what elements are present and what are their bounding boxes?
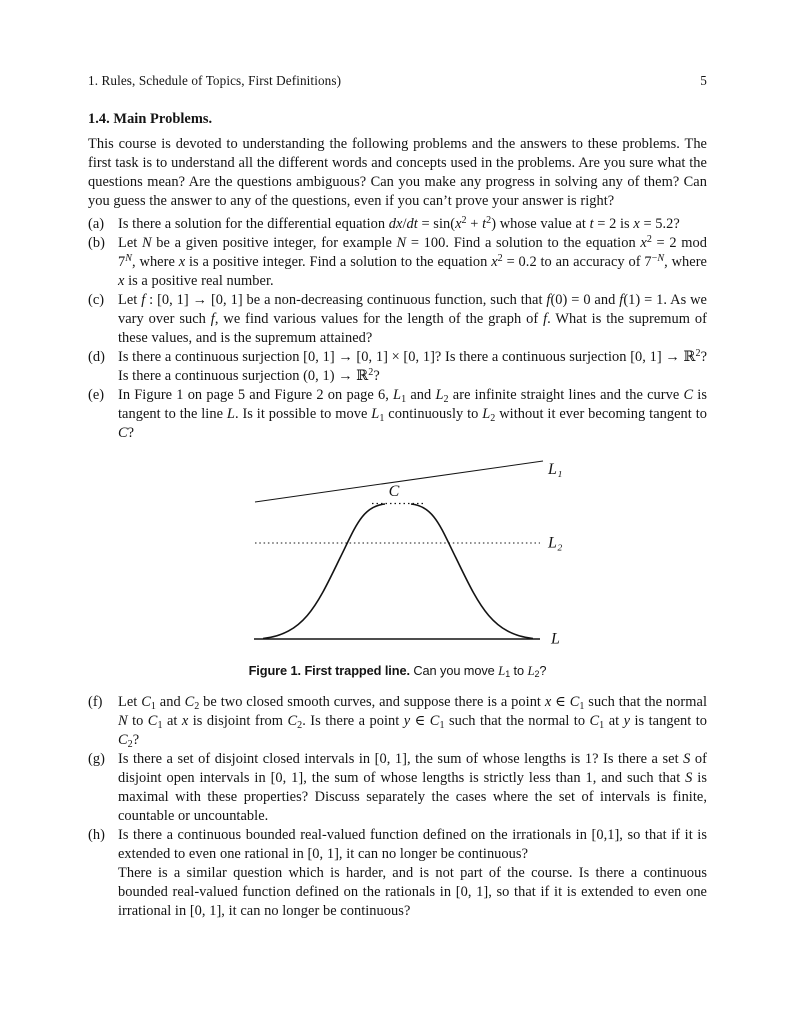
running-header	[88, 73, 707, 89]
item-paragraph-2: There is a similar question which is harder, and is not part of the course. Is there a continuous bounded real-valued function defined on the rationals in [0, 1], so that if it is extended to even one irrational in [0, 1], it can no longer be continuous?	[118, 865, 707, 919]
section-heading: 1.4. Main Problems.	[88, 111, 213, 127]
problem-item-d	[88, 348, 707, 386]
problem-item-a	[88, 215, 707, 234]
item-label: (d)	[88, 349, 105, 365]
problem-list-continued	[88, 693, 707, 921]
problem-item-b	[88, 234, 707, 291]
problem-item-h	[88, 826, 707, 921]
item-text: Is there a solution for the differential equation $dx/dt = \sin(x^2 + t^2)$ whose value at t = 2 is x = 5.2?	[118, 215, 680, 232]
item-text: Let $C_1$ and $C_2$ be two closed smooth curves, and suppose there is a point x ∈ $C_1$ such that the normal N to $C_1$ at x is disjoint from $C_2$. Is there a point y ∈ $C_1$ such that the normal to $C_1$ at y is tangent to $C_2$?	[118, 694, 708, 750]
page-number: 5	[700, 73, 707, 88]
curve-C	[263, 504, 533, 639]
item-text: Let f : [0, 1] → [0, 1] be a non-decreasing continuous function, such that f(0) = 0 and f(1) = 1. As we vary over such f, we find various values for the length of the graph of f. What is the supremum of these values, and is the supremum attained?	[118, 292, 708, 346]
item-text: In Figure 1 on page 5 and Figure 2 on page 6, $L_1$ and $L_2$ are infinite straight lines and the curve C is tangent to the line L. Is it possible to move $L_1$ continuously to $L_2$ without it ever becoming tangent to C?	[118, 387, 707, 441]
item-paragraph-1: Is there a continuous bounded real-valued function defined on the irrationals in [0,1], so that if it is extended to even one rational in [0, 1], it can no longer be continuous?	[118, 827, 707, 862]
figure-1	[88, 451, 707, 653]
item-label: (e)	[88, 387, 105, 403]
label-L2: L₂	[548, 534, 563, 552]
item-text: Is there a continuous surjection [0, 1] → [0, 1] × [0, 1]? Is there a continuous surjection [0, 1] → ℝ$^2$? Is there a continuous surjection (0, 1) → ℝ$^2$?	[118, 348, 707, 384]
item-label: (a)	[88, 216, 105, 232]
item-text: Is there a set of disjoint closed intervals in [0, 1], the sum of whose lengths is 1? Is there a set S of disjoint open intervals in [0, 1], the sum of whose lengths is strictly less than 1, and such that S is maximal with these properties? Discuss separately the cases where the set of intervals is finite, countable or uncountable.	[118, 751, 707, 824]
figure-caption	[88, 663, 707, 679]
intro-paragraph: This course is devoted to understanding the following problems and the answers to these problems. The first task is to understand all the different words and concepts used in the problems. Are you sure what the questions mean? Are the questions ambiguous? Can you make any progress in solving any of them? Can you guess the answer to any of the questions, even if you can’t prove your answer is right?	[88, 136, 707, 209]
label-C: C	[388, 483, 400, 500]
item-label: (g)	[88, 751, 105, 767]
item-text: Let N be a given positive integer, for example N = 100. Find a solution to the equation $x^2 = 2$ mod $7^N$, where x is a positive integer. Find a solution to the equation $x^2 = 0.2$ to an accuracy of $7^{-N}$, where x is a positive real number.	[118, 234, 707, 289]
item-text	[118, 826, 707, 921]
item-label: (f)	[88, 694, 103, 710]
problem-item-c	[88, 291, 707, 348]
label-L1: L₁	[548, 461, 563, 478]
item-label: (c)	[88, 292, 105, 308]
header-title: 1. Rules, Schedule of Topics, First Definitions)	[88, 73, 342, 88]
item-label: (b)	[88, 235, 105, 251]
item-label: (h)	[88, 827, 105, 843]
problem-item-g	[88, 750, 707, 826]
problem-item-f	[88, 693, 707, 750]
problem-list	[88, 215, 707, 443]
figure-caption-title: Figure 1. First trapped line.	[248, 663, 410, 678]
figure-1-drawing	[88, 451, 708, 653]
figure-caption-question: Can you move $L_1$ to $L_2$?	[413, 663, 547, 680]
label-L: L	[551, 630, 560, 648]
problem-item-e	[88, 386, 707, 443]
